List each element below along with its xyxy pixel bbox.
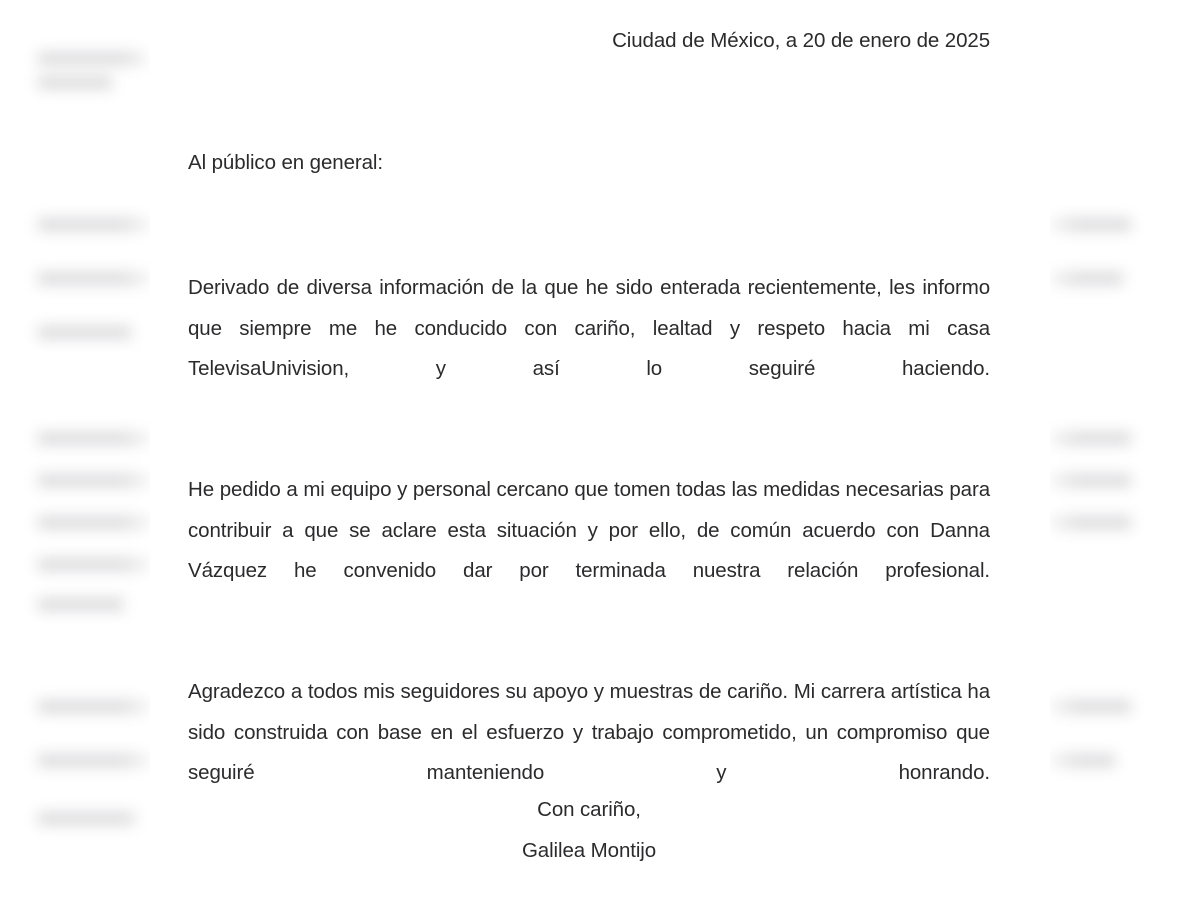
- letter-content: [188, 0, 1002, 900]
- letter-paragraph: He pedido a mi equipo y personal cercano que tomen todas las medidas necesarias para contribuir a que se aclare esta situación y por ello, de común acuerdo con Danna Vázquez he convenido dar por terminada nuestra relación profesional.: [188, 478, 1002, 582]
- letter-salutation: Al público en general:: [188, 151, 383, 174]
- letter-paragraph: Agradezco a todos mis seguidores su apoyo y muestras de cariño. Mi carrera artística ha sido construida con base en el esfuerzo y trabajo comprometido, un compromiso que seguiré manteniendo y honrando.: [188, 680, 996, 784]
- letter-paragraph: Derivado de diversa información de la que he sido enterada recientemente, les informo que siempre me he conducido con cariño, lealtad y respeto hacia mi casa TelevisaUnivision, y así lo seguiré haciendo.: [188, 276, 996, 380]
- letter-date-line: Ciudad de México, a 20 de enero de 2025: [612, 29, 990, 52]
- letter-signature-name: Galilea Montijo: [521, 839, 657, 862]
- blurred-background-right-column: [1045, 0, 1165, 900]
- letter-body: [188, 268, 1002, 834]
- blurred-background-left-column: [30, 0, 160, 900]
- letter-closing: Con cariño,: [537, 798, 641, 821]
- letter-document: [150, 0, 1050, 900]
